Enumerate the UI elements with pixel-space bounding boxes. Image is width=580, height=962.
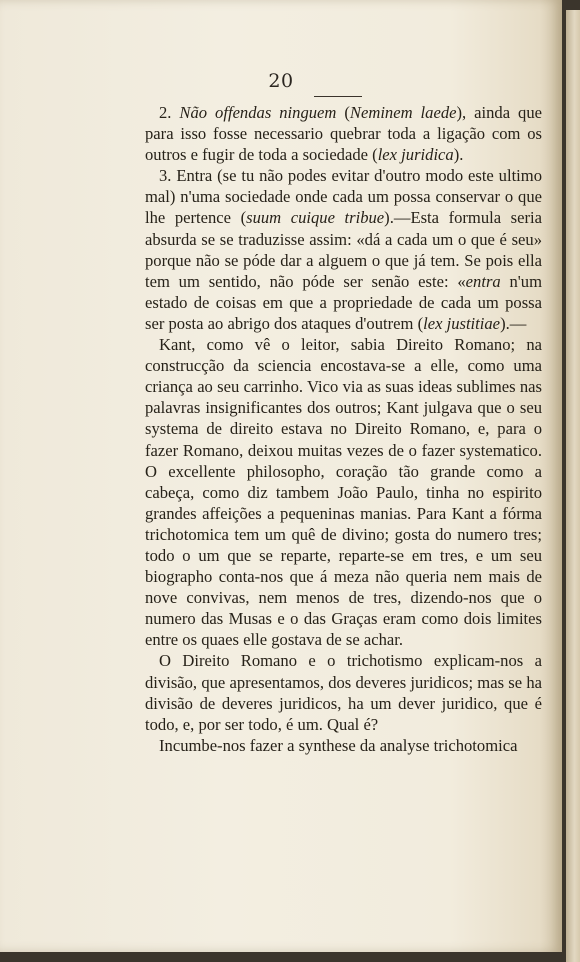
text-run: ), ainda que para isso fosse necessario quebrar toda a ligação com os outros e fugir de toda a sociedade (	[145, 103, 542, 165]
text-run: Incumbe-nos fazer a synthese da analyse trichotomica	[159, 735, 518, 755]
paragraph	[145, 334, 542, 650]
text-run: O Direito Romano e o trichotismo explicam-nos a divisão, que apresentamos, dos deveres juridicos; mas se ha divisão de deveres juridicos, ha um dever juridico, que é todo, e, por ser todo, é um. Qual é?	[145, 651, 542, 734]
paragraph	[145, 735, 542, 756]
italic-text: lex juridica	[377, 145, 454, 165]
text-run: Kant, como vê o leitor, sabia Direito Romano; na construcção da sciencia encostava-se a elle, como uma criança ao seu carrinho. Vico via as suas ideas sublimes nas palavras insignificantes dos outros; Kant julgava que o seu systema de direito estava no Direito Romano, e, para o fazer Romano, deixou muitas vezes de o fazer systematico. O excellente philosopho, coração tão grande como a cabeça, como diz tambem João Paulo, tinha no espirito grandes affeições a pequeninas manias. Para Kant a fórma trichotomica tem um quê de divino; gosta do numero tres; todo o um que se reparte, reparte-se em tres, e um seu biographo conta-nos que á meza não queria nem mais de nove convivas, nem menos de tres, dizendo-nos que o numero das Musas e o das Graças eram como dois limites entre os quaes elle gostava de se achar.	[145, 335, 542, 650]
header-rule	[314, 96, 362, 97]
italic-text: Não offendas ninguem	[179, 103, 337, 122]
italic-text: entra	[465, 271, 501, 291]
text-run: ).—	[500, 313, 527, 333]
text-run: n'um estado de coisas em que a propriedade de cada um possa ser posta ao abrigo dos ataques d'outrem (	[145, 271, 542, 333]
text-run: 2.	[159, 103, 180, 122]
italic-text: lex justitiae	[423, 313, 501, 333]
body-text	[145, 102, 542, 756]
italic-text: suum cuique tribue	[246, 208, 385, 228]
italic-text: Neminem laede	[349, 103, 457, 122]
text-run: (	[336, 103, 350, 122]
text-run: 3. Entra (se tu não podes evitar d'outro modo este ultimo mal) n'uma sociedade onde cada um possa conservar o que lhe pertence (	[145, 166, 542, 228]
paragraph	[145, 650, 542, 734]
paragraph	[145, 165, 542, 334]
page-number: 20	[268, 70, 294, 92]
next-page-edge	[566, 10, 580, 962]
paragraph	[145, 102, 542, 165]
text-run: ).—Esta formula seria absurda se se traduzisse assim: «dá a cada um o que é seu» porque não se póde dar a alguem o que já tem. Se pois ella tem um sentido, não póde ser senão este: «	[145, 208, 542, 291]
text-run: ).	[453, 145, 464, 165]
